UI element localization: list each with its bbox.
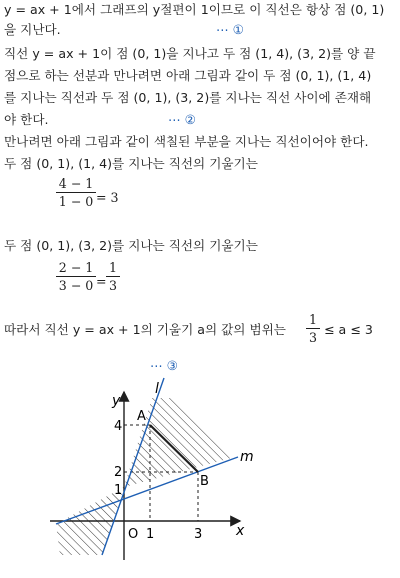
y-axis-label: y bbox=[112, 393, 121, 409]
marker-1: ⋯ ① bbox=[216, 22, 244, 37]
fraction-denominator: 3 bbox=[308, 330, 317, 345]
x-tick-3: 3 bbox=[194, 527, 203, 542]
fraction-denominator: 1 − 0 bbox=[58, 194, 94, 209]
text-line-4: 점으로 하는 선분과 만나려면 아래 그림과 같이 두 점 (0, 1), (1, 4) bbox=[4, 68, 372, 83]
fraction-denominator: 3 − 0 bbox=[58, 278, 94, 293]
line-l-label: l bbox=[155, 381, 159, 397]
range-upper: ≤ a ≤ 3 bbox=[324, 322, 373, 337]
y-tick-2: 2 bbox=[114, 465, 123, 480]
fraction-numerator: 4 − 1 bbox=[58, 176, 94, 191]
fraction-numerator: 2 − 1 bbox=[58, 260, 94, 275]
text-line-1: y = ax + 1에서 그래프의 y절편이 1이므로 이 직선은 항상 점 (0, 1) bbox=[4, 2, 385, 17]
line-m-label: m bbox=[240, 449, 254, 465]
fraction-denominator: 3 bbox=[108, 278, 117, 293]
text-line-3: 직선 y = ax + 1이 점 (0, 1)을 지나고 두 점 (1, 4), (3, 2)를 양 끝 bbox=[4, 46, 376, 61]
fraction-numerator: 1 bbox=[308, 312, 317, 327]
x-axis-label: x bbox=[236, 523, 245, 539]
marker-3: ⋯ ③ bbox=[150, 358, 178, 373]
text-line-10: 따라서 직선 y = ax + 1의 기울기 a의 값의 범위는 bbox=[4, 322, 286, 337]
text-line-5: 를 지나는 직선과 두 점 (0, 1), (3, 2)를 지나는 직선 사이에 존재해 bbox=[4, 90, 372, 105]
fraction-numerator: 1 bbox=[108, 260, 117, 275]
y-tick-1: 1 bbox=[114, 483, 123, 498]
slope-equals: = bbox=[96, 274, 107, 289]
text-line-9: 두 점 (0, 1), (3, 2)를 지나는 직선의 기울기는 bbox=[4, 238, 258, 253]
text-line-2: 을 지난다. bbox=[4, 22, 61, 37]
text-line-7: 만나려면 아래 그림과 같이 색칠된 부분을 지나는 직선이어야 한다. bbox=[4, 134, 369, 149]
slope-result-1: = 3 bbox=[96, 190, 119, 205]
text-line-8: 두 점 (0, 1), (1, 4)를 지나는 직선의 기울기는 bbox=[4, 156, 258, 171]
y-tick-4: 4 bbox=[114, 419, 123, 434]
point-b-label: B bbox=[200, 474, 209, 489]
x-tick-1: 1 bbox=[146, 527, 155, 542]
marker-2: ⋯ ② bbox=[168, 112, 196, 127]
text-line-6: 야 한다. bbox=[4, 112, 49, 127]
point-a-label: A bbox=[137, 409, 146, 424]
origin-label: O bbox=[128, 527, 139, 542]
